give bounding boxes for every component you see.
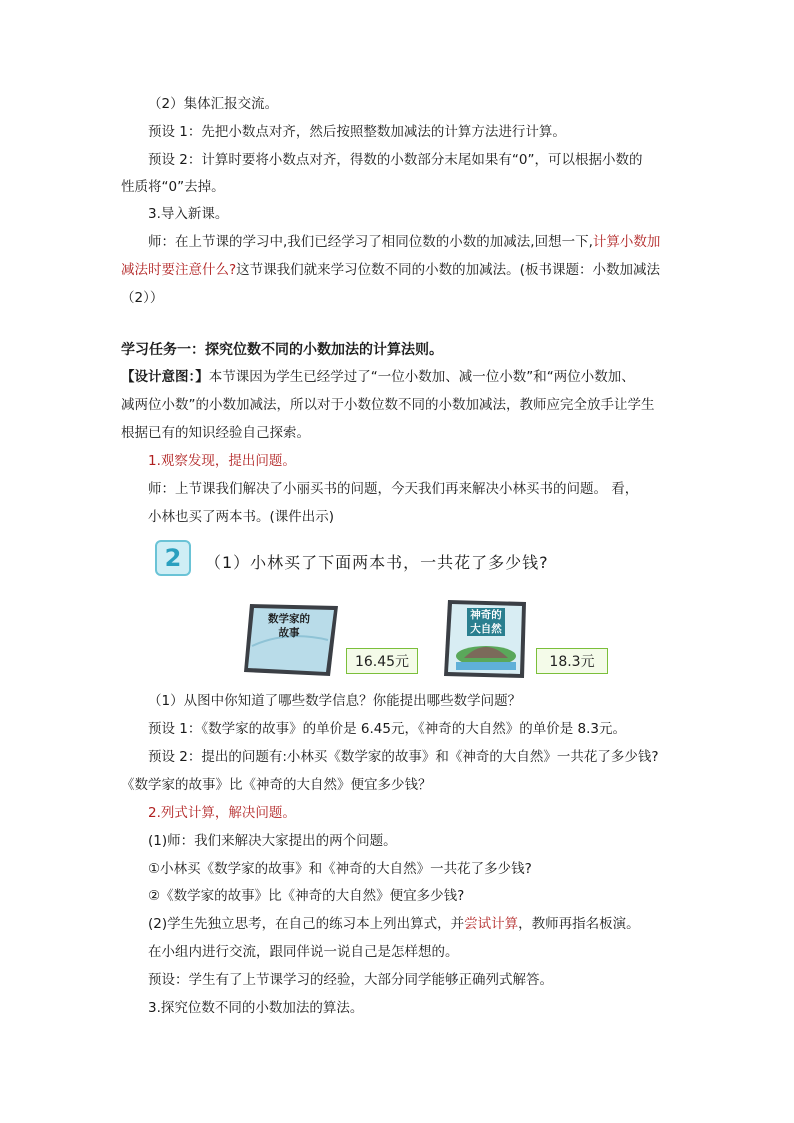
design-line-1 bbox=[121, 367, 635, 387]
task-heading: 学习任务一：探究位数不同的小数加法的计算法则。 bbox=[121, 342, 443, 358]
question-difference: ②《数学家的故事》比《神奇的大自然》便宜多少钱? bbox=[148, 888, 465, 904]
teacher-line-2: 小林也买了两本书。(课件出示) bbox=[148, 509, 335, 525]
book-math-stories bbox=[242, 600, 342, 678]
preset-2-line2: 性质将“0”去掉。 bbox=[121, 179, 225, 195]
intro-highlight: 计算小数加 bbox=[592, 234, 661, 250]
student-think-c: ，教师再指名板演。 bbox=[518, 916, 640, 932]
design-label: 【设计意图：】 bbox=[121, 369, 209, 385]
step-observe: 1.观察发现，提出问题。 bbox=[148, 453, 296, 469]
step-calc: 2.列式计算，解决问题。 bbox=[148, 805, 296, 821]
design-line-3: 根据已有的知识经验自己探索。 bbox=[121, 425, 310, 441]
question-1: （1）从图中你知道了哪些数学信息？你能提出哪些数学问题？ bbox=[148, 693, 522, 709]
question-total: ①小林买《数学家的故事》和《神奇的大自然》一共花了多少钱? bbox=[148, 861, 532, 877]
intro-highlight-2: 减法时要注意什么? bbox=[121, 262, 237, 278]
after-preset-3: 预设：学生有了上节课学习的经验，大部分同学能够正确列式解答。 bbox=[148, 972, 553, 988]
design-line-2: 减两位小数”的小数加减法，所以对于小数位数不同的小数加减法，教师应完全放手让学生 bbox=[121, 397, 655, 413]
price-tag-book1: 16.45元 bbox=[346, 648, 418, 674]
group-exchange: 在小组内进行交流，跟同伴说一说自己是怎样想的。 bbox=[148, 944, 459, 960]
book2-title-2: 大自然 bbox=[467, 622, 505, 636]
teacher-solve: (1)师：我们来解决大家提出的两个问题。 bbox=[148, 833, 397, 849]
design-text: 本节课因为学生已经学过了“一位小数加、减一位小数”和“两位小数加、 bbox=[208, 369, 635, 385]
book2-title-1: 神奇的 bbox=[467, 608, 505, 622]
book1-title-1: 数学家的 bbox=[268, 613, 310, 625]
teacher-line-1: 师：上节课我们解决了小丽买书的问题，今天我们再来解决小林买书的问题。 看， bbox=[148, 481, 639, 497]
intro-line-1 bbox=[148, 232, 660, 252]
student-think-a: (2)学生先独立思考，在自己的练习本上列出算式，并 bbox=[148, 916, 465, 932]
problem-question: （1）小林买了下面两本书，一共花了多少钱? bbox=[205, 553, 549, 572]
after-preset-1: 预设 1：《数学家的故事》的单价是 6.45元，《神奇的大自然》的单价是 8.3元。 bbox=[148, 721, 626, 737]
intro-line-3: （2）） bbox=[121, 290, 164, 306]
book1-title-2: 故事 bbox=[278, 627, 300, 639]
after-preset-2-line2: 《数学家的故事》比《神奇的大自然》便宜多少钱？ bbox=[121, 777, 432, 793]
problem-number-badge: 2 bbox=[155, 540, 191, 576]
student-think-line bbox=[148, 914, 640, 934]
preset-1: 预设 1：先把小数点对齐，然后按照整数加减法的计算方法进行计算。 bbox=[148, 124, 566, 140]
intro-line-2 bbox=[121, 260, 660, 280]
intro-text: 师：在上节课的学习中,我们已经学习了相同位数的小数的加减法,回想一下, bbox=[148, 234, 593, 250]
step-explore: 3.探究位数不同的小数加法的算法。 bbox=[148, 1000, 364, 1016]
intro-text-2: 这节课我们就来学习位数不同的小数的加减法。(板书课题：小数加减法 bbox=[236, 262, 660, 278]
step-import: 3.导入新课。 bbox=[148, 206, 229, 222]
preset-2-line1: 预设 2：计算时要将小数点对齐，得数的小数部分末尾如果有“0”，可以根据小数的 bbox=[148, 152, 643, 168]
price-tag-book2: 18.3元 bbox=[536, 648, 608, 674]
after-preset-2-line1: 预设 2：提出的问题有:小林买《数学家的故事》和《神奇的大自然》一共花了多少钱? bbox=[148, 749, 659, 765]
book-nature bbox=[442, 598, 530, 680]
student-think-highlight: 尝试计算 bbox=[464, 916, 519, 932]
subsection-title: （2）集体汇报交流。 bbox=[148, 96, 279, 112]
